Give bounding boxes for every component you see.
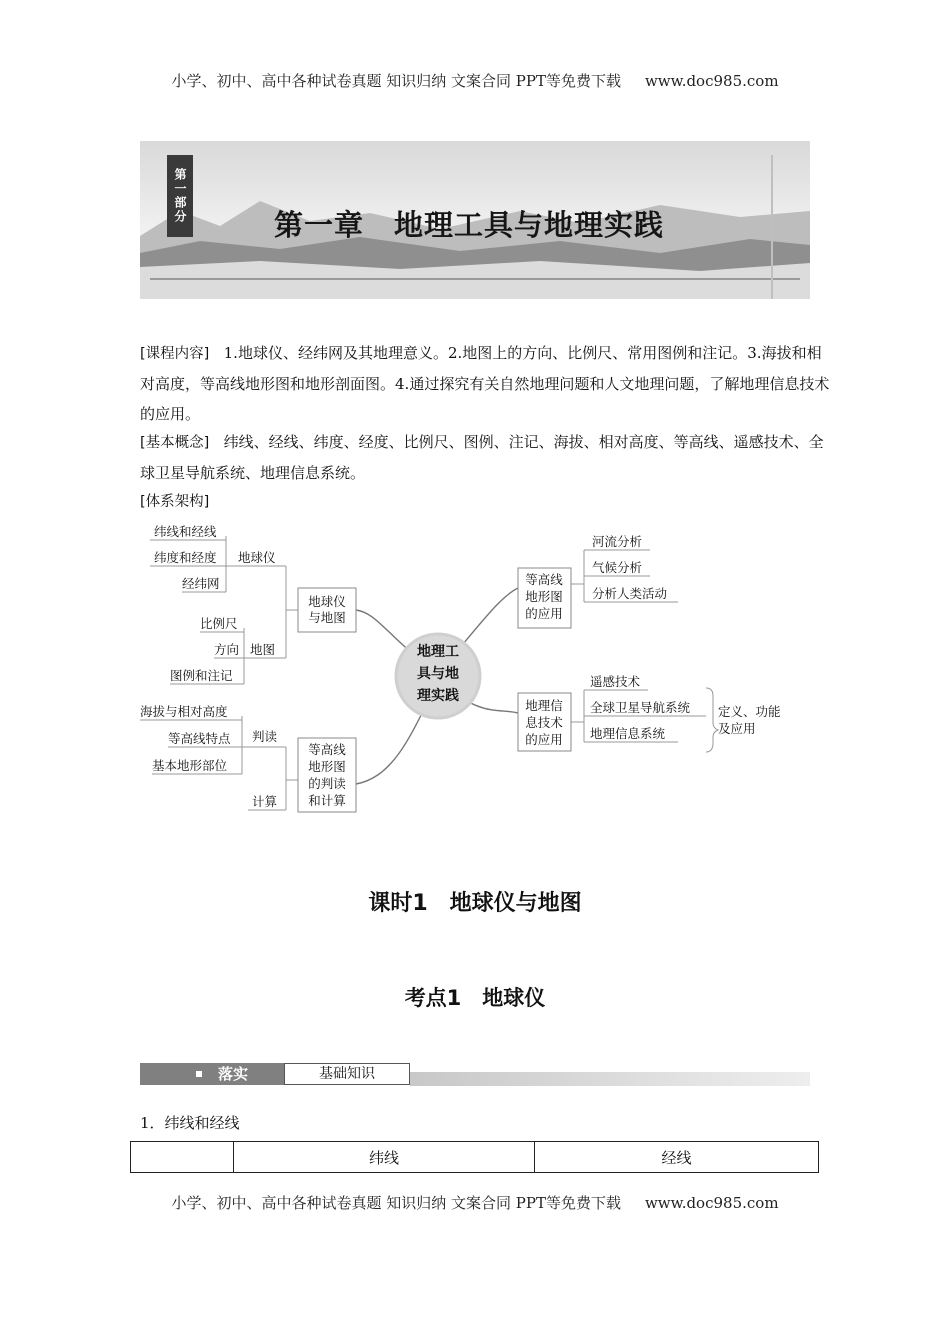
curriculum-text: 1.地球仪、经纬网及其地理意义。2.地图上的方向、比例尺、常用图例和注记。3.海拔和相对高度，等高线地形图和地形剖面图。4.通过探究有关自然地理问题和人文地理问题，了解地理信息技术的应用。 <box>140 344 830 423</box>
section-light-label: 基础知识 <box>284 1063 410 1085</box>
center-line-3: 理实践 <box>417 688 459 704</box>
section-bar <box>140 1061 810 1087</box>
page-footer <box>0 1192 950 1213</box>
item-remote-sensing: 遥感技术 <box>590 674 641 689</box>
table-header-longitude: 经线 <box>535 1142 819 1173</box>
table-header-row <box>131 1142 819 1173</box>
note-definition-2: 及应用 <box>718 721 756 736</box>
header-text: 小学、初中、高中各种试卷真题 知识归纳 文案合同 PPT等免费下载 <box>171 72 621 90</box>
contour-read-line-4: 和计算 <box>308 793 346 808</box>
item-graticule: 经纬网 <box>182 576 220 591</box>
header-site[interactable]: www.doc985.com <box>644 72 779 90</box>
item-gnss: 全球卫星导航系统 <box>590 700 691 715</box>
item-contour-features: 等高线特点 <box>168 731 231 746</box>
lesson-title: 课时1 地球仪与地图 <box>368 891 582 916</box>
label-reading: 判读 <box>252 729 278 744</box>
lat-lon-table <box>130 1141 819 1173</box>
point-title: 考点1 地球仪 <box>404 986 546 1010</box>
item-scale: 比例尺 <box>200 616 238 631</box>
contour-app-line-3: 的应用 <box>525 606 563 621</box>
item-gis: 地理信息系统 <box>590 726 666 741</box>
contour-read-line-3: 的判读 <box>308 776 346 791</box>
item-terrain-parts: 基本地形部位 <box>152 758 228 773</box>
contour-read-line-1: 等高线 <box>308 742 346 757</box>
section-dark-label: 落实 <box>218 1065 249 1083</box>
concept-mind-map <box>138 518 808 818</box>
label-globe: 地球仪 <box>238 550 276 565</box>
item-legend-notes: 图例和注记 <box>170 668 233 683</box>
item-lat-lon-degrees: 纬度和经度 <box>154 550 217 565</box>
contour-app-line-2: 地形图 <box>525 589 563 604</box>
globe-map-line-2: 与地图 <box>308 610 346 625</box>
curriculum-label: [课程内容] <box>140 346 210 362</box>
subheading: 1．纬线和经线 <box>140 1114 240 1132</box>
framework-label: [体系架构] <box>140 494 210 510</box>
note-definition-1: 定义、功能 <box>718 704 781 719</box>
contour-read-line-2: 地形图 <box>308 759 346 774</box>
item-climate-analysis: 气候分析 <box>592 560 643 575</box>
geo-info-line-2: 息技术 <box>525 715 563 730</box>
table-header-empty <box>131 1142 234 1173</box>
curriculum-paragraph <box>140 338 830 429</box>
geo-info-line-1: 地理信 <box>525 698 563 713</box>
item-human-activity: 分析人类活动 <box>592 586 668 601</box>
center-line-1: 地理工 <box>417 644 459 660</box>
label-map: 地图 <box>250 642 276 657</box>
concepts-label: [基本概念] <box>140 435 210 451</box>
part-tag: 第一部分 <box>167 155 193 237</box>
section-bar-dark <box>140 1063 284 1085</box>
center-line-2: 具与地 <box>417 666 459 682</box>
item-altitude: 海拔与相对高度 <box>140 704 228 719</box>
label-calculation: 计算 <box>252 794 278 809</box>
contour-app-line-1: 等高线 <box>525 572 563 587</box>
globe-map-line-1: 地球仪 <box>308 594 346 609</box>
page-header <box>0 70 950 91</box>
item-river-analysis: 河流分析 <box>592 534 643 549</box>
footer-site[interactable]: www.doc985.com <box>644 1194 779 1212</box>
table-header-latitude: 纬线 <box>234 1142 535 1173</box>
footer-text: 小学、初中、高中各种试卷真题 知识归纳 文案合同 PPT等免费下载 <box>171 1194 621 1212</box>
item-lat-lon-lines: 纬线和经线 <box>154 524 217 539</box>
concepts-paragraph <box>140 427 830 488</box>
framework-heading <box>140 486 830 517</box>
concepts-text: 纬线、经线、纬度、经度、比例尺、图例、注记、海拔、相对高度、等高线、遥感技术、全球卫星导航系统、地理信息系统。 <box>140 433 824 482</box>
item-direction: 方向 <box>214 642 240 657</box>
geo-info-line-3: 的应用 <box>525 732 563 747</box>
section-bar-fade <box>410 1072 810 1086</box>
square-bullet-icon <box>196 1071 202 1077</box>
chapter-title: 第一章 地理工具与地理实践 <box>274 208 665 242</box>
